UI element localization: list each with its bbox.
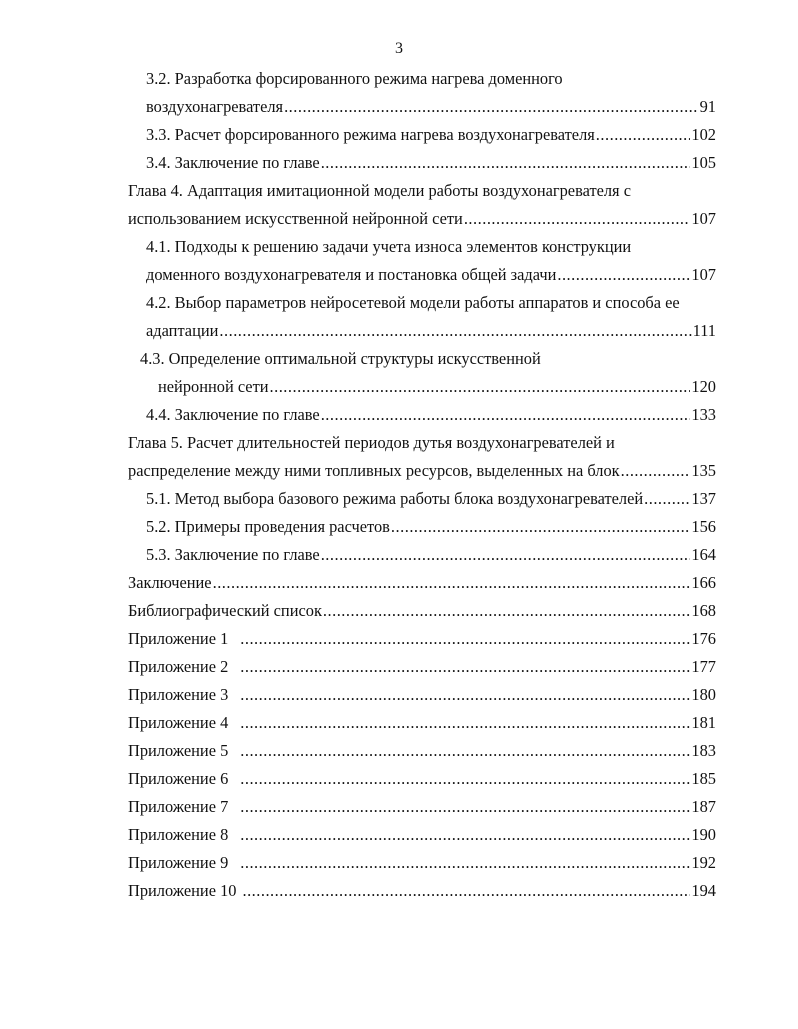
dot-leader (557, 264, 690, 286)
toc-entry-4-2 (146, 320, 716, 342)
toc-entry-title: Приложение 2 (128, 657, 229, 676)
toc-page-number: 137 (691, 489, 716, 508)
toc-entry-title: Приложение 4 (128, 713, 229, 732)
dot-leader (391, 516, 690, 538)
toc-entry-title: 5.3. Заключение по главе (146, 545, 320, 564)
toc-page-number: 102 (691, 125, 716, 144)
toc-entry-title: распределение между ними топливных ресурсов, выделенных на блок (128, 461, 620, 480)
toc-entry-3-2 (146, 96, 716, 118)
toc-bibliography (128, 600, 716, 622)
toc-page-number: 107 (691, 209, 716, 228)
toc-appendix-1 (128, 628, 716, 650)
toc-entry-title: Приложение 10 (128, 881, 237, 900)
toc-appendix-7 (128, 796, 716, 818)
dot-leader (240, 796, 690, 818)
toc-entry-title: 4.4. Заключение по главе (146, 405, 320, 424)
toc-page-number: 180 (691, 685, 716, 704)
toc-entry-4-1 (146, 264, 716, 286)
dot-leader (323, 600, 691, 622)
toc-page-number: 187 (691, 797, 716, 816)
toc-page-number: 192 (691, 853, 716, 872)
toc-appendix-3 (128, 684, 716, 706)
dot-leader (240, 768, 690, 790)
toc-entry-title: Приложение 6 (128, 769, 229, 788)
toc-entry-title: Приложение 9 (128, 853, 229, 872)
toc-appendix-6 (128, 768, 716, 790)
toc-entry-title: Приложение 1 (128, 629, 229, 648)
dot-leader (621, 460, 691, 482)
toc-page-number: 190 (691, 825, 716, 844)
toc-entry-3-2-title-line1: 3.2. Разработка форсированного режима нагрева доменного (146, 69, 563, 88)
toc-entry-title: Приложение 7 (128, 797, 229, 816)
toc-entry-5-2 (146, 516, 716, 538)
toc-entry-title: Приложение 5 (128, 741, 229, 760)
toc-page-number: 181 (691, 713, 716, 732)
dot-leader (240, 684, 690, 706)
toc-entry-3-3 (146, 124, 716, 146)
toc-entry-5-1 (146, 488, 716, 510)
toc-entry-title: доменного воздухонагревателя и постановка общей задачи (146, 265, 557, 284)
dot-leader (213, 572, 691, 594)
toc-page-number: 183 (691, 741, 716, 760)
toc-appendix-10 (128, 880, 716, 902)
toc-page-number: 135 (691, 461, 716, 480)
dot-leader (240, 656, 690, 678)
toc-entry-title: воздухонагревателя (146, 97, 284, 116)
dot-leader (240, 712, 690, 734)
toc-conclusion (128, 572, 716, 594)
toc-entry-4-3 (158, 376, 716, 398)
dot-leader (644, 488, 690, 510)
dot-leader (240, 824, 690, 846)
toc-appendix-2 (128, 656, 716, 678)
toc-entry-title: 3.4. Заключение по главе (146, 153, 320, 172)
toc-entry-title: Приложение 3 (128, 685, 229, 704)
toc-entry-3-4 (146, 152, 716, 174)
toc-page-number: 168 (691, 601, 716, 620)
toc-page-number: 164 (691, 545, 716, 564)
toc-entry-title: 5.2. Примеры проведения расчетов (146, 517, 390, 536)
toc-entry-title: адаптации (146, 321, 219, 340)
toc-appendix-8 (128, 824, 716, 846)
toc-entry-4-3-title-line1: 4.3. Определение оптимальной структуры искусственной (140, 349, 541, 368)
toc-entry-title: Приложение 8 (128, 825, 229, 844)
toc-entry-title: 3.3. Расчет форсированного режима нагрева воздухонагревателя (146, 125, 595, 144)
toc-appendix-9 (128, 852, 716, 874)
toc-page-number: 185 (691, 769, 716, 788)
toc-entry-title: 5.1. Метод выбора базового режима работы блока воздухонагревателей (146, 489, 644, 508)
toc-chapter-5-title-line1: Глава 5. Расчет длительностей периодов дутья воздухонагревателей и (128, 433, 615, 452)
toc-page-number: 91 (699, 97, 716, 116)
dot-leader (284, 96, 699, 118)
dot-leader (240, 740, 690, 762)
toc-page-number: 107 (691, 265, 716, 284)
toc-chapter-5 (128, 460, 716, 482)
dot-leader (270, 376, 691, 398)
toc-page-number: 133 (691, 405, 716, 424)
dot-leader (219, 320, 691, 342)
dot-leader (321, 544, 691, 566)
dot-leader (240, 852, 690, 874)
page-number: 3 (395, 40, 403, 57)
dot-leader (242, 880, 690, 902)
toc-page-number: 156 (691, 517, 716, 536)
dot-leader (464, 208, 691, 230)
toc-page-number: 194 (691, 881, 716, 900)
toc-entry-title: использованием искусственной нейронной сети (128, 209, 463, 228)
toc-entry-4-4 (146, 404, 716, 426)
toc-page-number: 166 (691, 573, 716, 592)
toc-page-number: 120 (691, 377, 716, 396)
toc-appendix-5 (128, 740, 716, 762)
dot-leader (321, 404, 691, 426)
toc-entry-title: Библиографический список (128, 601, 322, 620)
toc-page-number: 111 (692, 321, 716, 340)
toc-entry-title: Заключение (128, 573, 212, 592)
dot-leader (240, 628, 690, 650)
toc-chapter-4 (128, 208, 716, 230)
toc-chapter-4-title-line1: Глава 4. Адаптация имитационной модели работы воздухонагревателя с (128, 181, 631, 200)
toc-entry-title: нейронной сети (158, 377, 269, 396)
toc-page-number: 176 (691, 629, 716, 648)
toc-entry-4-2-title-line1: 4.2. Выбор параметров нейросетевой модели работы аппаратов и способа ее (146, 293, 680, 312)
toc-entry-5-3 (146, 544, 716, 566)
toc-page-number: 105 (691, 153, 716, 172)
toc-entry-4-1-title-line1: 4.1. Подходы к решению задачи учета износа элементов конструкции (146, 237, 632, 256)
dot-leader (596, 124, 691, 146)
toc-page-number: 177 (691, 657, 716, 676)
dot-leader (321, 152, 691, 174)
toc-appendix-4 (128, 712, 716, 734)
